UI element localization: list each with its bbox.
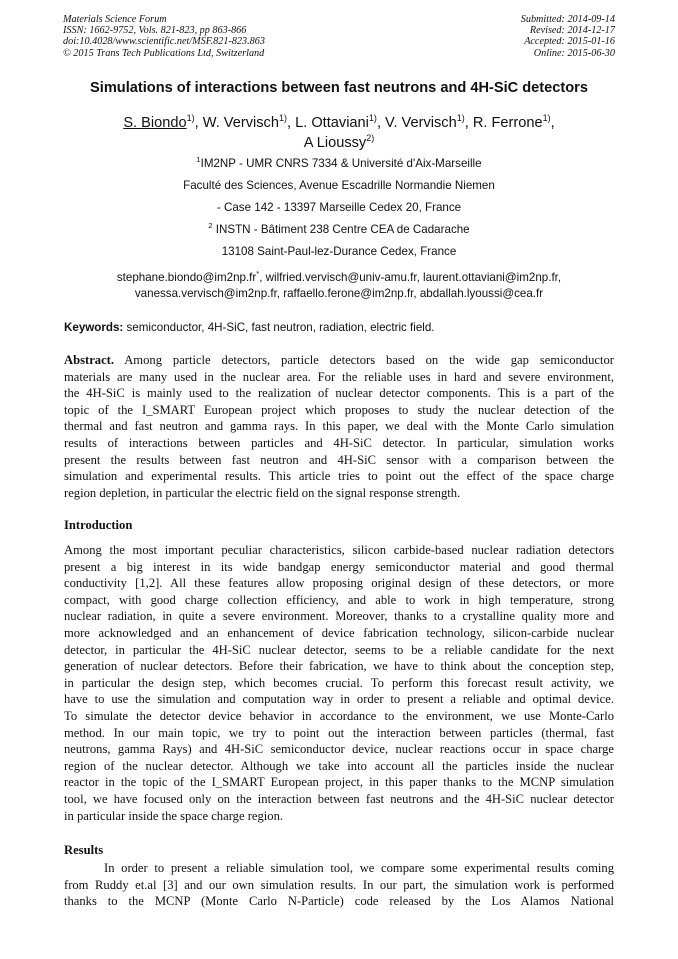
text-line: generation of nuclear detectors. Before their fabrication, we have to think about the conception step, bbox=[64, 659, 614, 674]
introduction-body bbox=[64, 542, 614, 824]
text-line: topic of the I_SMART European project which proposes to study the nuclear detection of the bbox=[64, 402, 614, 417]
text-line: from Ruddy et.al [3] and our own simulation results. In our part, the simulation work is performed bbox=[64, 877, 614, 892]
results-heading: Results bbox=[64, 843, 104, 857]
author-separator: , bbox=[464, 115, 473, 131]
abstract-text: Among particle detectors, particle detectors based on the wide gap semiconductor bbox=[114, 353, 614, 367]
author-affil-mark: 1) bbox=[368, 113, 377, 123]
text-line bbox=[64, 352, 614, 369]
author-affil-mark: 1) bbox=[186, 113, 195, 123]
text-line: method. In our main topic, we try to point out the interaction between particles (thermal, fast bbox=[64, 725, 614, 740]
text-line: results of interactions between particles and 4H-SiC detector. In particular, simulation works bbox=[64, 435, 614, 450]
author-name: V. Vervisch bbox=[385, 115, 457, 131]
text-line: region depletion, in particular the electric field on the signal response strength. bbox=[64, 485, 461, 500]
text-line: present the results between fast neutron and 4H-SiC sensor with a comparison between the bbox=[64, 452, 614, 467]
affiliation-mark: 1 bbox=[196, 155, 201, 164]
corresponding-mark: * bbox=[256, 269, 260, 278]
submitted-date: Submitted: 2014-09-14 bbox=[520, 14, 615, 25]
revised-date: Revised: 2014-12-17 bbox=[529, 25, 615, 37]
text-line: more acknowledged and an enhancement of device fabrication technology, silicon-carbide nuclear bbox=[64, 625, 614, 640]
keywords bbox=[64, 321, 435, 334]
text-line: compact, with good charge collection efficiency, and able to work in high temperature, strong bbox=[64, 592, 614, 607]
text-line: neutrons, gamma Rays) and 4H-SiC semiconductor device, nuclear reactions occur in space charge bbox=[64, 742, 614, 757]
author-separator: , bbox=[194, 115, 203, 131]
author-name: A Lioussy bbox=[303, 135, 367, 151]
dates-header bbox=[521, 14, 615, 59]
corresponding-email[interactable]: stephane.biondo@im2np.fr bbox=[116, 271, 257, 284]
text-line: the 4H-SiC is mainly used to the realization of nuclear detector components. This is a part of the bbox=[64, 386, 614, 401]
text-line: reactor in the topic of the I_SMART European project, in this paper thanks to the MCNP simulation bbox=[64, 775, 614, 790]
author-name: L. Ottaviani bbox=[295, 115, 369, 131]
affiliation-text: 13108 Saint-Paul-lez-Durance Cedex, France bbox=[221, 245, 457, 258]
text-line: conductivity [1,2]. All these features allow proposing original design of these detectors, or more bbox=[64, 576, 614, 591]
text-line: Among the most important peculiar characteristics, silicon carbide-based nuclear radiation detectors bbox=[64, 543, 614, 557]
affiliation-line bbox=[0, 179, 678, 192]
copyright-line: © 2015 Trans Tech Publications Ltd, Switzerland bbox=[63, 47, 265, 59]
text-line: in particular the design step, which becomes crucial. To perform this forecast result activity, we bbox=[64, 675, 614, 690]
author-name: W. Vervisch bbox=[202, 115, 279, 131]
affiliation-mark: 2 bbox=[208, 221, 213, 230]
text-line: thanks to the MCNP (Monte Carlo N-Particle) code released by the Los Alamos National bbox=[64, 894, 614, 909]
text-line: thermal and fast neutron and gamma rays. In this paper, we deal with the Monte Carlo simulation bbox=[64, 419, 614, 434]
journal-header bbox=[63, 14, 265, 59]
text-line: have to use the simulation and computation way in order to present a reliable and optimal device. bbox=[64, 692, 614, 707]
text-line: present a big interest in its wide bandgap energy semiconductor material and good thermal bbox=[64, 559, 614, 574]
online-date: Online: 2015-06-30 bbox=[533, 47, 615, 59]
text-line: region of the nuclear detector. Although we take into account all the particles inside the nuclear bbox=[64, 758, 614, 773]
affiliation-text: INSTN - Bâtiment 238 Centre CEA de Cadarache bbox=[212, 223, 470, 236]
accepted-date: Accepted: 2015-01-16 bbox=[524, 36, 615, 48]
author-name: S. Biondo bbox=[123, 115, 187, 131]
text-line: nuclear radiation, in quite a severe environment. Moreover, thanks to a crystalline quality more and bbox=[64, 609, 614, 624]
affiliation-line bbox=[0, 157, 678, 170]
author-name: R. Ferrone bbox=[472, 115, 543, 131]
affiliation-text: IM2NP - UMR CNRS 7334 & Université d'Aix-Marseille bbox=[200, 157, 482, 170]
text-line: in particular inside the space charge region. bbox=[64, 808, 284, 823]
introduction-heading: Introduction bbox=[64, 518, 133, 532]
author-affil-mark: 1) bbox=[278, 113, 287, 123]
issn-line: ISSN: 1662-9752, Vols. 821-823, pp 863-866 bbox=[63, 25, 247, 37]
paper-title: Simulations of interactions between fast neutrons and 4H-SiC detectors bbox=[90, 80, 588, 96]
keywords-label: Keywords: bbox=[64, 321, 124, 334]
abstract bbox=[64, 352, 614, 501]
email-list bbox=[0, 270, 678, 301]
affiliation-line bbox=[0, 201, 678, 214]
affiliation-text: - Case 142 - 13397 Marseille Cedex 20, France bbox=[216, 201, 462, 214]
author-separator: , bbox=[376, 115, 386, 131]
email-text: , wilfried.vervisch@univ-amu.fr, laurent.ottaviani@im2np.fr, bbox=[259, 271, 562, 284]
affiliation-line bbox=[0, 245, 678, 258]
affiliation-line bbox=[0, 223, 678, 236]
affiliation-text: Faculté des Sciences, Avenue Escadrille Normandie Niemen bbox=[183, 179, 495, 192]
author-affil-mark: 2) bbox=[366, 133, 375, 143]
text-line: tool, we have focused only on the interaction between fast neutrons and the 4H-SiC nuclear detector bbox=[64, 791, 614, 806]
text-line: In order to present a reliable simulation tool, we compare some experimental results coming bbox=[104, 861, 614, 875]
email-text: vanessa.vervisch@im2np.fr, raffaello.ferone@im2np.fr, abdallah.lyoussi@cea.fr bbox=[134, 286, 544, 300]
text-line: detector, in particular the 4H-SiC nuclear detector, seems to be a reliable candidate for the next bbox=[64, 642, 614, 657]
text-line: materials are many used in the nuclear area. For the reliable uses in hard and severe environment, bbox=[64, 369, 614, 384]
text-line: To simulate the detector device behavior in accordance to the environment, we use Monte-Carlo bbox=[64, 708, 614, 723]
doi-line: doi:10.4028/www.scientific.net/MSF.821-823.863 bbox=[63, 36, 265, 48]
journal-name: Materials Science Forum bbox=[63, 14, 167, 25]
text-line: simulation and experimental results. This article tries to point out the effect of the space charge bbox=[64, 469, 614, 484]
results-body bbox=[64, 860, 614, 910]
author-affil-mark: 1) bbox=[542, 113, 551, 123]
keywords-text: semiconductor, 4H-SiC, fast neutron, radiation, electric field. bbox=[123, 321, 435, 334]
author-separator: , bbox=[550, 115, 555, 131]
author-affil-mark: 1) bbox=[456, 113, 465, 123]
abstract-label: Abstract. bbox=[64, 353, 115, 367]
author-list bbox=[0, 113, 678, 153]
author-separator: , bbox=[286, 115, 296, 131]
